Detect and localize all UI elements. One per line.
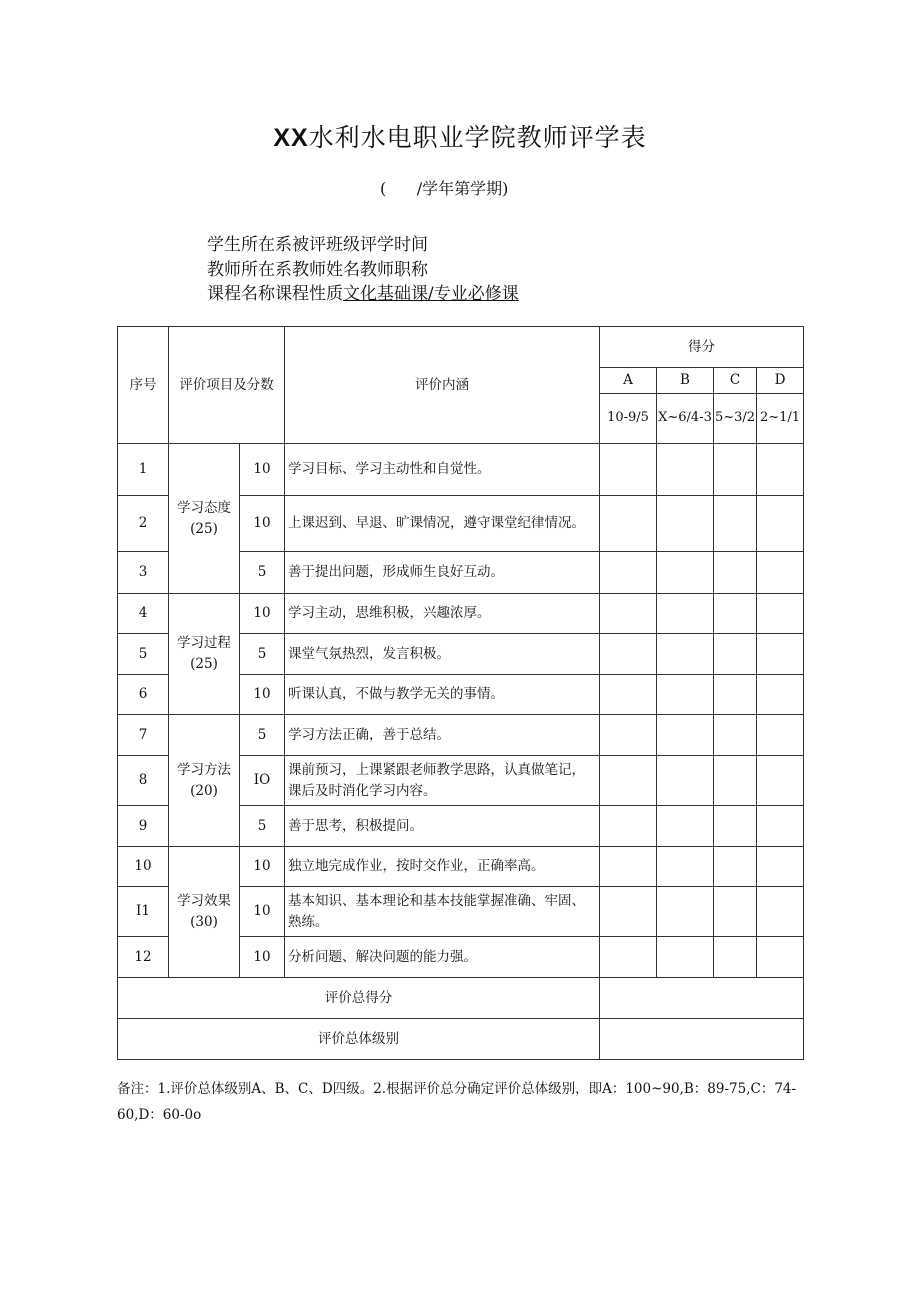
semester-subtitle: ( /学年第学期) [380,179,509,198]
score-cell-b[interactable] [657,847,714,887]
row-points: 5 [240,634,285,675]
row-content: 课堂气氛热烈，发言积极。 [285,634,600,675]
info-line-class: 学生所在系被评班级评学时间 [207,235,428,255]
info-line-teacher: 教师所在系教师姓名教师职称 [207,260,428,280]
score-cell-c[interactable] [714,715,757,756]
table-row [118,444,804,496]
row-content: 学习主动，思维积极，兴趣浓厚。 [285,594,600,634]
score-cell-a[interactable] [600,715,657,756]
row-points: IO [240,756,285,806]
row-seq: 12 [118,937,169,978]
row-seq: I1 [118,887,169,937]
group-label: 学习态度(25) [169,444,240,594]
score-cell-a[interactable] [600,847,657,887]
grade-a-range: 10-9/5 [600,394,657,444]
row-content: 独立地完成作业，按时交作业，正确率高。 [285,847,600,887]
page-title [0,118,920,154]
row-points: 5 [240,806,285,847]
grade-b-letter: B [657,368,714,394]
score-cell-d[interactable] [757,675,804,715]
score-cell-d[interactable] [757,552,804,594]
grade-b-range: X~6/4-3 [657,394,714,444]
score-cell-b[interactable] [657,937,714,978]
row-content: 学习目标、学习主动性和自觉性。 [285,444,600,496]
score-cell-c[interactable] [714,634,757,675]
group-label: 学习效果(30) [169,847,240,978]
header-score: 得分 [600,327,804,368]
group-label: 学习方法(20) [169,715,240,847]
row-seq: 8 [118,756,169,806]
row-seq: 10 [118,847,169,887]
grade-c-range: 5~3/2 [714,394,757,444]
total-score-label: 评价总得分 [118,978,600,1019]
row-seq: 7 [118,715,169,756]
score-cell-a[interactable] [600,937,657,978]
score-cell-b[interactable] [657,756,714,806]
row-content: 课前预习，上课紧跟老师教学思路，认真做笔记，课后及时消化学习内容。 [285,756,600,806]
score-cell-d[interactable] [757,715,804,756]
score-cell-b[interactable] [657,496,714,552]
row-content: 学习方法正确，善于总结。 [285,715,600,756]
score-cell-c[interactable] [714,847,757,887]
row-seq: 6 [118,675,169,715]
footnote: 备注：1.评价总体级别A、B、C、D四级。2.根据评价总分确定评价总体级别，即A：100~90,B：89-75,C：74-60,D：60-0o [117,1081,797,1123]
row-seq: 4 [118,594,169,634]
score-cell-a[interactable] [600,806,657,847]
score-cell-d[interactable] [757,887,804,937]
row-seq: 2 [118,496,169,552]
row-content: 分析问题、解决问题的能力强。 [285,937,600,978]
score-cell-b[interactable] [657,806,714,847]
score-cell-d[interactable] [757,594,804,634]
course-label: 课程名称课程性质 [207,284,343,304]
score-cell-a[interactable] [600,756,657,806]
row-content: 善于思考，积极提问。 [285,806,600,847]
score-cell-d[interactable] [757,937,804,978]
score-cell-c[interactable] [714,937,757,978]
score-cell-d[interactable] [757,634,804,675]
header-item: 评价项目及分数 [169,327,285,444]
header-seq: 序号 [118,327,169,444]
row-points: 10 [240,937,285,978]
header-content: 评价内涵 [285,327,600,444]
score-cell-c[interactable] [714,594,757,634]
score-cell-a[interactable] [600,496,657,552]
score-cell-d[interactable] [757,496,804,552]
score-cell-c[interactable] [714,887,757,937]
row-content: 听课认真，不做与教学无关的事情。 [285,675,600,715]
row-seq: 3 [118,552,169,594]
score-cell-b[interactable] [657,675,714,715]
table-row [118,594,804,634]
score-cell-b[interactable] [657,634,714,675]
grade-a-letter: A [600,368,657,394]
score-cell-d[interactable] [757,847,804,887]
title-prefix: XX [273,124,309,152]
score-cell-c[interactable] [714,675,757,715]
score-cell-a[interactable] [600,887,657,937]
row-content: 上课迟到、早退、旷课情况，遵守课堂纪律情况。 [285,496,600,552]
evaluation-table [117,326,804,1060]
row-points: 5 [240,715,285,756]
score-cell-a[interactable] [600,444,657,496]
score-cell-c[interactable] [714,552,757,594]
row-points: 10 [240,887,285,937]
score-cell-b[interactable] [657,552,714,594]
row-seq: 9 [118,806,169,847]
score-cell-c[interactable] [714,444,757,496]
row-seq: 1 [118,444,169,496]
score-cell-a[interactable] [600,634,657,675]
score-cell-b[interactable] [657,594,714,634]
row-content: 基本知识、基本理论和基本技能掌握准确、牢固、熟练。 [285,887,600,937]
row-content: 善于提出问题，形成师生良好互动。 [285,552,600,594]
row-seq: 5 [118,634,169,675]
score-cell-d[interactable] [757,444,804,496]
info-line-course [207,279,519,304]
score-cell-c[interactable] [714,806,757,847]
row-points: 10 [240,847,285,887]
score-cell-b[interactable] [657,444,714,496]
grade-c-letter: C [714,368,757,394]
title-text: 水利水电职业学院教师评学表 [308,123,647,152]
table-row [118,715,804,756]
total-level-label: 评价总体级别 [118,1019,600,1060]
row-points: 10 [240,444,285,496]
score-cell-a[interactable] [600,552,657,594]
score-cell-d[interactable] [757,756,804,806]
score-cell-b[interactable] [657,887,714,937]
table-row [118,847,804,887]
total-level-value[interactable] [600,1019,804,1060]
score-cell-c[interactable] [714,496,757,552]
score-cell-a[interactable] [600,594,657,634]
course-type-value: 文化基础课/专业必修课 [343,284,519,304]
score-cell-c[interactable] [714,756,757,806]
score-cell-d[interactable] [757,806,804,847]
score-cell-b[interactable] [657,715,714,756]
row-points: 10 [240,675,285,715]
grade-d-range: 2~1/1 [757,394,804,444]
row-points: 10 [240,594,285,634]
total-score-value[interactable] [600,978,804,1019]
row-points: 10 [240,496,285,552]
row-points: 5 [240,552,285,594]
grade-d-letter: D [757,368,804,394]
score-cell-a[interactable] [600,675,657,715]
group-label: 学习过程(25) [169,594,240,715]
